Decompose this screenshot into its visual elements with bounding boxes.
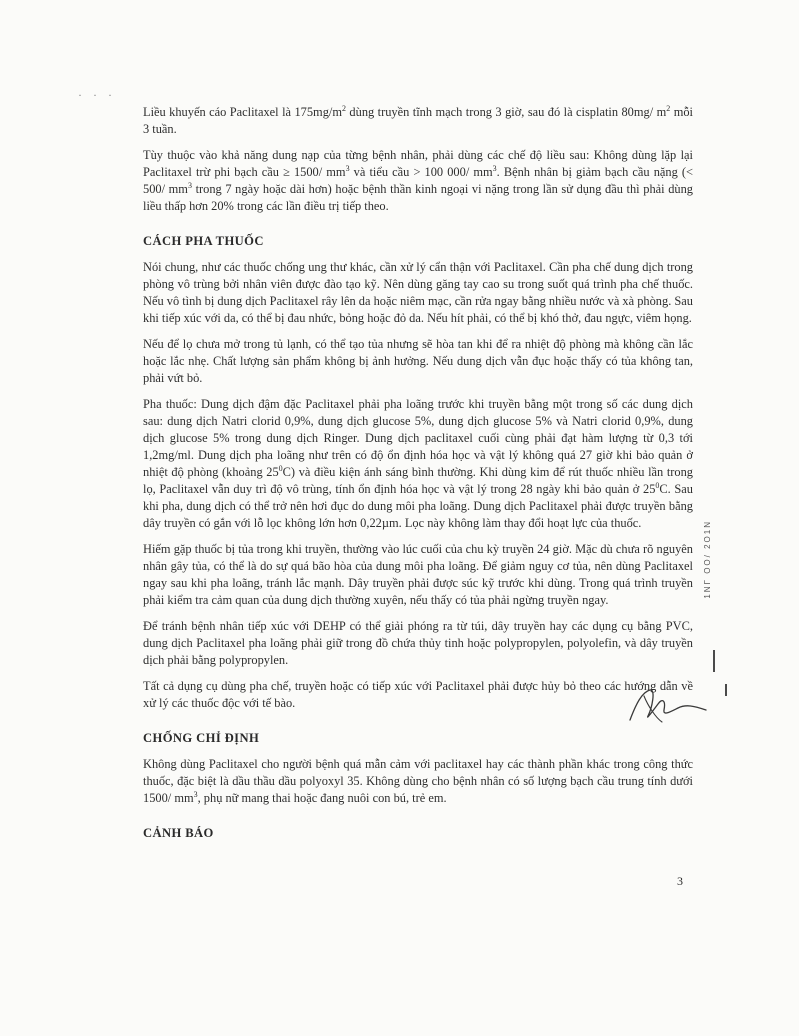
preparation-heading: CÁCH PHA THUỐC	[143, 234, 264, 248]
contraindications-heading: CHỐNG CHỈ ĐỊNH	[143, 731, 260, 745]
preparation-paragraph-2: Nếu để lọ chưa mở trong tủ lạnh, có thể tạo tủa nhưng sẽ hòa tan khi để ra nhiệt độ phòng mà không cần lắc hoặc lắc nhẹ. Chất lượng sản phẩm không bị ảnh hưởng. Nếu dung dịch vẫn đục hoặc thấy có tủa không tan, phải vứt bỏ.	[143, 337, 693, 385]
margin-mark	[725, 684, 727, 696]
preparation-paragraph-3: Pha thuốc: Dung dịch đậm đặc Paclitaxel phải pha loãng trước khi truyền bằng một trong số các dung dịch sau: dung dịch Natri clorid 0,9%, dung dịch glucose 5%, dung dịch glucose 5% và Natri clorid 0,9%, dung dịch glucose 5% trong dung dịch Ringer. Dung dịch paclitaxel cuối cùng phải đạt hàm lượng từ 0,3 tới 1,2mg/ml. Dung dịch pha loãng như trên có độ ổn định hóa học và vật lý không quá 27 giờ khi bảo quản ở nhiệt độ phòng (khoảng $25^0C$) và điều kiện ánh sáng bình thường. Khi dùng kim để rút thuốc nhiều lần trong lọ, Paclitaxel vẫn duy trì độ vô trùng, tính ổn định hóa học và vật lý trong 28 ngày khi bảo quản ở $25^0C$. Sau khi pha, dung dịch có thể trở nên hơi đục do dung môi pha loãng. Dung dịch Paclitaxel phải được truyền bằng dây truyền có gắn với lỗ lọc không lớn hơn 0,22µm. Lọc này không làm thay đổi hoạt lực của thuốc.	[143, 397, 694, 530]
signature-mark	[622, 686, 712, 726]
scan-speck-mark: · · ·	[78, 88, 116, 102]
dosage-paragraph-1: Liều khuyến cáo Paclitaxel là $175mg/m^2$ dùng truyền tĩnh mạch trong 3 giờ, sau đó là cisplatin 80mg/ $m^2$ mỗi 3 tuần.	[143, 103, 693, 136]
side-stamp: 1ΝΓ ΟΟ/ 2Ο1Ν	[703, 520, 712, 599]
dosage-paragraph-2: Tùy thuộc vào khả năng dung nạp của từng bệnh nhân, phải dùng các chế độ liều sau: Không dùng lặp lại Paclitaxel trừ phi bạch cầu ≥ 1500/ $mm^3$ và tiểu cầu > 100 000/ $mm^3$. Bệnh nhân bị giảm bạch cầu nặng (< 500/ $mm^3$ trong 7 ngày hoặc dài hơn) hoặc bệnh thần kinh ngoại vi nặng trong lần sử dụng đầu thì phải dùng liều thấp hơn 20% trong các lần điều trị tiếp theo.	[143, 148, 693, 213]
preparation-paragraph-6: Tất cả dụng cụ dùng pha chế, truyền hoặc có tiếp xúc với Paclitaxel phải được hủy bỏ theo các hướng dẫn về xử lý các thuốc độc với tế bào.	[143, 679, 693, 710]
document-body	[143, 104, 693, 851]
contraindications-paragraph-1: Không dùng Paclitaxel cho người bệnh quá mẫn cảm với paclitaxel hay các thành phần khác trong công thức thuốc, đặc biệt là dầu thầu dầu polyoxyl 35. Không dùng cho bệnh nhân có số lượng bạch cầu trung tính dưới 1500/ $mm^3$, phụ nữ mang thai hoặc đang nuôi con bú, trẻ em.	[143, 757, 693, 805]
preparation-paragraph-4: Hiếm gặp thuốc bị tủa trong khi truyền, thường vào lúc cuối của chu kỳ truyền 24 giờ. Mặc dù chưa rõ nguyên nhân gây tủa, có thể là do sự quá bão hòa của dung môi pha loãng. Để giảm nguy cơ tủa, nên dùng Paclitaxel ngay sau khi pha loãng, tránh lắc mạnh. Dây truyền phải được súc kỹ trước khi dùng. Trong quá trình truyền phải kiểm tra cảm quan của dung dịch thường xuyên, nếu thấy có tủa phải ngừng truyền ngay.	[143, 542, 693, 607]
preparation-paragraph-5: Để tránh bệnh nhân tiếp xúc với DEHP có thể giải phóng ra từ túi, dây truyền hay các dụng cụ bằng PVC, dung dịch Paclitaxel pha loãng phải giữ trong đồ chứa thủy tinh hoặc polypropylen, polyolefin, và dây truyền dịch phải bằng polypropylen.	[143, 619, 693, 667]
warnings-heading: CẢNH BÁO	[143, 826, 214, 840]
margin-mark	[713, 650, 715, 672]
preparation-paragraph-1: Nói chung, như các thuốc chống ung thư khác, cần xử lý cẩn thận với Paclitaxel. Cần pha chế dung dịch trong phòng vô trùng bởi nhân viên được đào tạo kỹ. Nên dùng găng tay cao su trong suốt quá trình pha chế thuốc. Nếu vô tình bị dung dịch Paclitaxel rây lên da hoặc niêm mạc, cần rửa ngay bằng nhiều nước và xà phòng. Sau khi tiếp xúc với da, có thể bị đau nhức, bỏng hoặc đỏ da. Nếu hít phải, có thể bị khó thở, đau ngực, viêm họng.	[143, 260, 693, 325]
page-number: 3	[677, 874, 683, 888]
